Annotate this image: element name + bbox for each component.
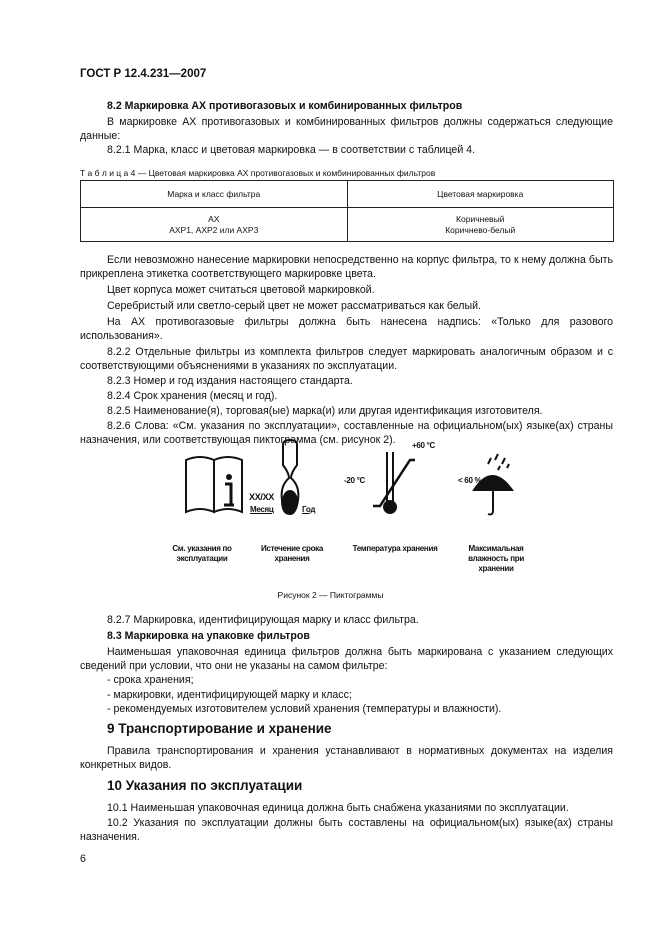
paragraph: 8.2.2 Отдельные фильтры из комплекта фильтров следует маркировать аналогичным образом и с соответствующими объяснениями в указаниях по эксплуатации. — [80, 346, 613, 372]
thermometer-icon — [373, 452, 415, 513]
paragraph: В маркировке АХ противогазовых и комбинированных фильтров должны содержаться следующие данные: — [80, 116, 613, 142]
temp-low: -20 °C — [344, 476, 365, 485]
paragraph: Наименьшая упаковочная единица фильтров должна быть маркирована с указанием следующих сведений при условии, что они не указаны на самом фильтре: — [80, 646, 613, 672]
section-8-2-title: 8.2 Маркировка АХ противогазовых и комбинированных фильтров — [107, 100, 463, 112]
section-8-3-title: 8.3 Маркировка на упаковке фильтров — [107, 630, 310, 642]
table-row — [81, 208, 614, 242]
page-number: 6 — [80, 853, 86, 865]
pictogram-label: Температура хранения — [352, 544, 438, 553]
list-item: - рекомендуемых изготовителем условий хранения (температуры и влажности). — [107, 703, 502, 715]
paragraph: Серебристый или светло-серый цвет не может рассматриваться как белый. — [107, 300, 481, 312]
paragraph: Цвет корпуса может считаться цветовой маркировкой. — [107, 284, 375, 296]
paragraph: 8.2.5 Наименование(я), торговая(ые) марка(и) или другая идентификация изготовителя. — [107, 405, 543, 417]
hourglass-icon — [282, 440, 299, 514]
paragraph: 8.2.3 Номер и год издания настоящего стандарта. — [107, 375, 353, 387]
page-header: ГОСТ Р 12.4.231—2007 — [80, 68, 207, 80]
humidity-limit: < 60 % — [458, 476, 482, 485]
figure-caption: Рисунок 2 — Пиктограммы — [277, 590, 384, 600]
table-cell: Коричневый — [456, 213, 505, 224]
paragraph: 8.2.4 Срок хранения (месяц и год). — [107, 390, 278, 402]
paragraph: 10.2 Указания по эксплуатации должны быть составлены на официальном(ых) языке(ах) страны назначения. — [80, 817, 613, 843]
book-info-icon — [186, 457, 242, 512]
pictogram-label: Максимальная влажность при хранении — [468, 544, 524, 573]
temp-high: +60 °C — [412, 441, 435, 450]
paragraph: Правила транспортирования и хранения устанавливают в нормативных документах на изделия конкретных видов. — [80, 745, 613, 771]
section-10-title: 10 Указания по эксплуатации — [107, 778, 303, 793]
month-label: Месяц — [250, 505, 274, 514]
table-header: Цветовая маркировка — [347, 181, 614, 208]
pictogram-label: См. указания по эксплуатации — [172, 544, 232, 563]
paragraph: На АХ противогазовые фильтры должна быть нанесена надпись: «Только для разового использования». — [80, 316, 613, 342]
paragraph: 8.2.6 Слова: «См. указания по эксплуатации», составленные на официальном(ых) языке(ах) страны назначения, или соответствующая пиктограмма (см. рисунок 2). — [80, 420, 613, 446]
date-code: XX/XX — [249, 492, 275, 502]
paragraph: 8.2.7 Маркировка, идентифицирующая марку и класс фильтра. — [107, 614, 419, 626]
paragraph: 8.2.1 Марка, класс и цветовая маркировка — в соответствии с таблицей 4. — [107, 144, 476, 156]
paragraph: Если невозможно нанесение маркировки непосредственно на корпус фильтра, то к нему должна быть прикреплена этикетка соответствующего маркировке цвета. — [80, 254, 613, 280]
section-9-title: 9 Транспортирование и хранение — [107, 721, 332, 736]
color-marking-table — [80, 180, 614, 242]
table-caption: Т а б л и ц а 4 — Цветовая маркировка АХ противогазовых и комбинированных фильтров — [80, 168, 436, 178]
pictogram-label: Истечение срока хранения — [260, 544, 324, 563]
table-cell: АХР1, АХР2 или АХР3 — [169, 224, 259, 235]
paragraph: 10.1 Наименьшая упаковочная единица должна быть снабжена указаниями по эксплуатации. — [107, 802, 569, 814]
year-label: Год — [302, 505, 316, 514]
table-cell: Коричнево-белый — [445, 224, 516, 235]
list-item: - срока хранения; — [107, 674, 194, 686]
list-item: - маркировки, идентифицирующей марку и класс; — [107, 689, 352, 701]
table-cell: АХ — [208, 213, 220, 224]
table-header: Марка и класс фильтра — [81, 181, 348, 208]
